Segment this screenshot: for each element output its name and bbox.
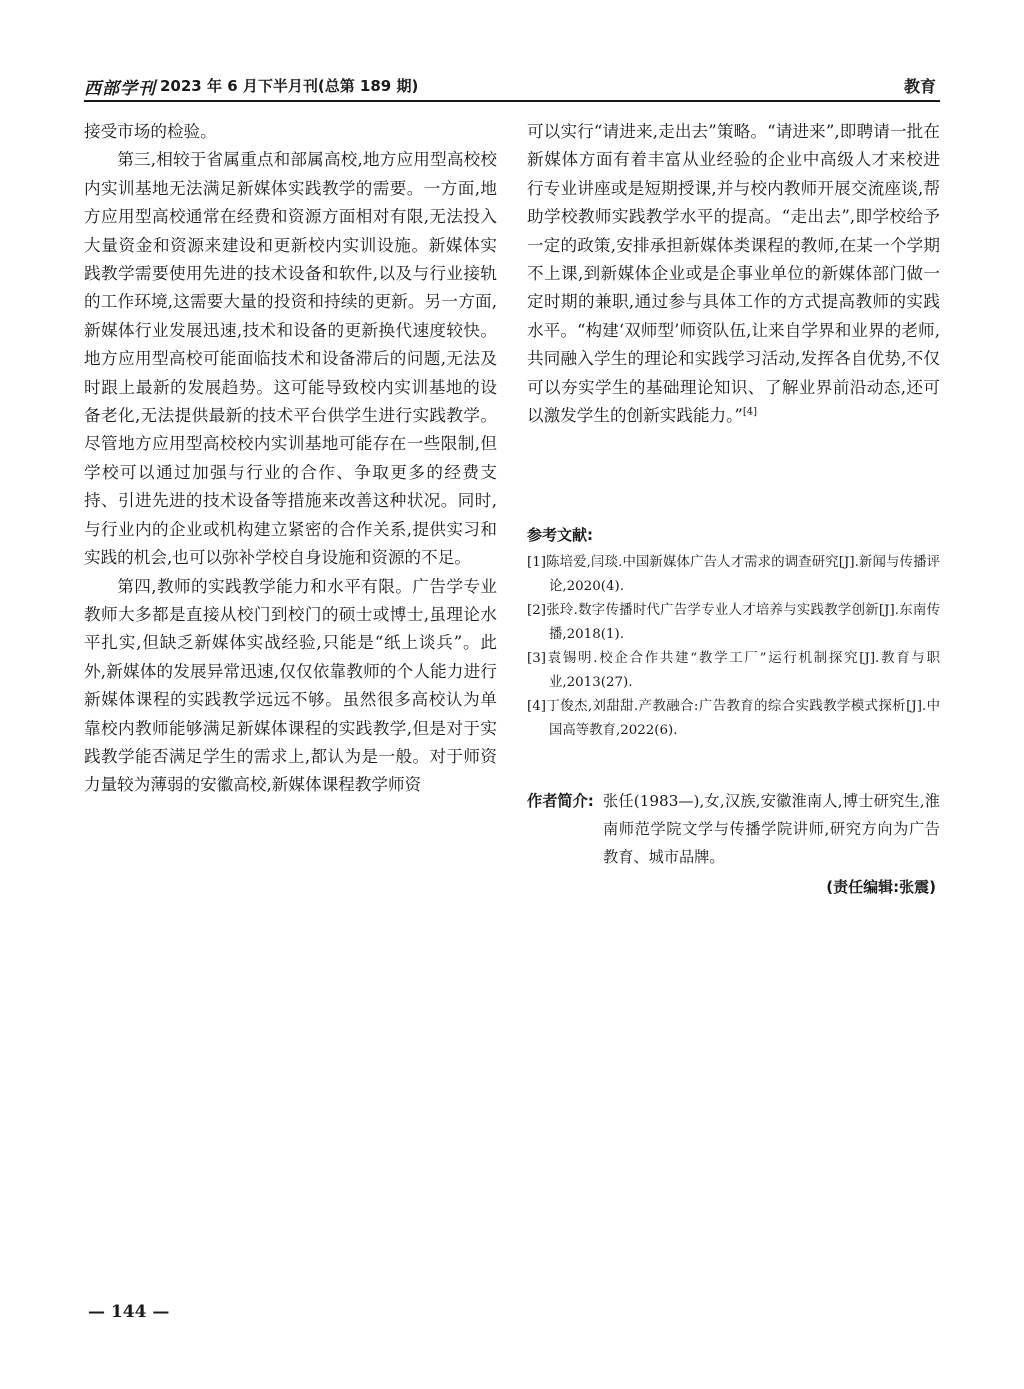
- right-column: [527, 118, 940, 430]
- citation-marker: [4]: [742, 406, 758, 418]
- paragraph-continuation: 接受市场的检验。: [84, 122, 217, 141]
- page-number: — 144 —: [88, 1302, 170, 1322]
- paragraph-strategy: [527, 118, 940, 430]
- references-heading: 参考文献:: [527, 526, 593, 544]
- left-column: [84, 118, 497, 800]
- responsible-editor: (责任编辑:张震): [826, 878, 936, 896]
- running-header: [84, 72, 940, 102]
- section-name: 教育: [903, 77, 936, 96]
- reference-item: [1]陈培爱,闫琰.中国新媒体广告人才需求的调查研究[J].新闻与传播评论,2020(4).: [527, 555, 940, 594]
- paragraph-third-point: 第三,相较于省属重点和部属高校,地方应用型高校校内实训基地无法满足新媒体实践教学的需要。一方面,地方应用型高校通常在经费和资源方面相对有限,无法投入大量资金和资源来建设和更新校内实训设施。新媒体实践教学需要使用先进的技术设备和软件,以及与行业接轨的工作环境,这需要大量的投资和持续的更新。另一方面,新媒体行业发展迅速,技术和设备的更新换代速度较快。地方应用型高校可能面临技术和设备滞后的问题,无法及时跟上最新的发展趋势。这可能导致校内实训基地的设备老化,无法提供最新的技术平台供学生进行实践教学。尽管地方应用型高校校内实训基地可能存在一些限制,但学校可以通过加强与行业的合作、争取更多的经费支持、引进先进的技术设备等措施来改善这种状况。同时,与行业内的企业或机构建立紧密的合作关系,提供实习和实践的机会,也可以弥补学校自身设施和资源的不足。: [84, 150, 497, 568]
- header-rule: [84, 100, 940, 102]
- reference-item: [2]张玲.数字传播时代广告学专业人才培养与实践教学创新[J].东南传播,2018(1).: [527, 603, 940, 642]
- reference-item: [3]袁锡明.校企合作共建“教学工厂”运行机制探究[J].教育与职业,2013(27).: [527, 651, 940, 690]
- issue-info: 2023 年 6 月下半月刊(总第 189 期): [160, 77, 419, 95]
- author-label: 作者简介:: [527, 792, 594, 810]
- journal-logo: 西部学刊: [84, 79, 156, 99]
- paragraph-fourth-point: 第四,教师的实践教学能力和水平有限。广告学专业教师大多都是直接从校门到校门的硕士或博士,虽理论水平扎实,但缺乏新媒体实战经验,只能是“纸上谈兵”。此外,新媒体的发展异常迅速,仅仅依靠教师的个人能力进行新媒体课程的实践教学远远不够。虽然很多高校认为单靠校内教师能够满足新媒体课程的实践教学,但是对于实践教学能否满足学生的需求上,都认为是一般。对于师资力量较为薄弱的安徽高校,新媒体课程教学师资: [84, 576, 497, 795]
- author-bio: [527, 787, 940, 896]
- reference-item: [4]丁俊杰,刘甜甜.产教融合:广告教育的综合实践教学模式探析[J].中国高等教育,2022(6).: [527, 699, 940, 738]
- paragraph-strategy-text: 可以实行“请进来,走出去”策略。“请进来”,即聘请一批在新媒体方面有着丰富从业经验的企业中高级人才来校进行专业讲座或是短期授课,并与校内教师开展交流座谈,帮助学校教师实践教学水平的提高。“走出去”,即学校给予一定的政策,安排承担新媒体类课程的教师,在某一个学期不上课,到新媒体企业或是企事业单位的新媒体部门做一定时期的兼职,通过参与具体工作的方式提高教师的实践水平。“构建‘双师型’师资队伍,让来自学界和业界的老师,共同融入学生的理论和实践学习活动,发挥各自优势,不仅可以夯实学生的基础理论知识、了解业界前沿动态,还可以激发学生的创新实践能力。”: [527, 122, 940, 426]
- author-text: 张任(1983—),女,汉族,安徽淮南人,博士研究生,淮南师范学院文学与传播学院讲师,研究方向为广告教育、城市品牌。: [603, 792, 940, 866]
- references: [527, 524, 940, 743]
